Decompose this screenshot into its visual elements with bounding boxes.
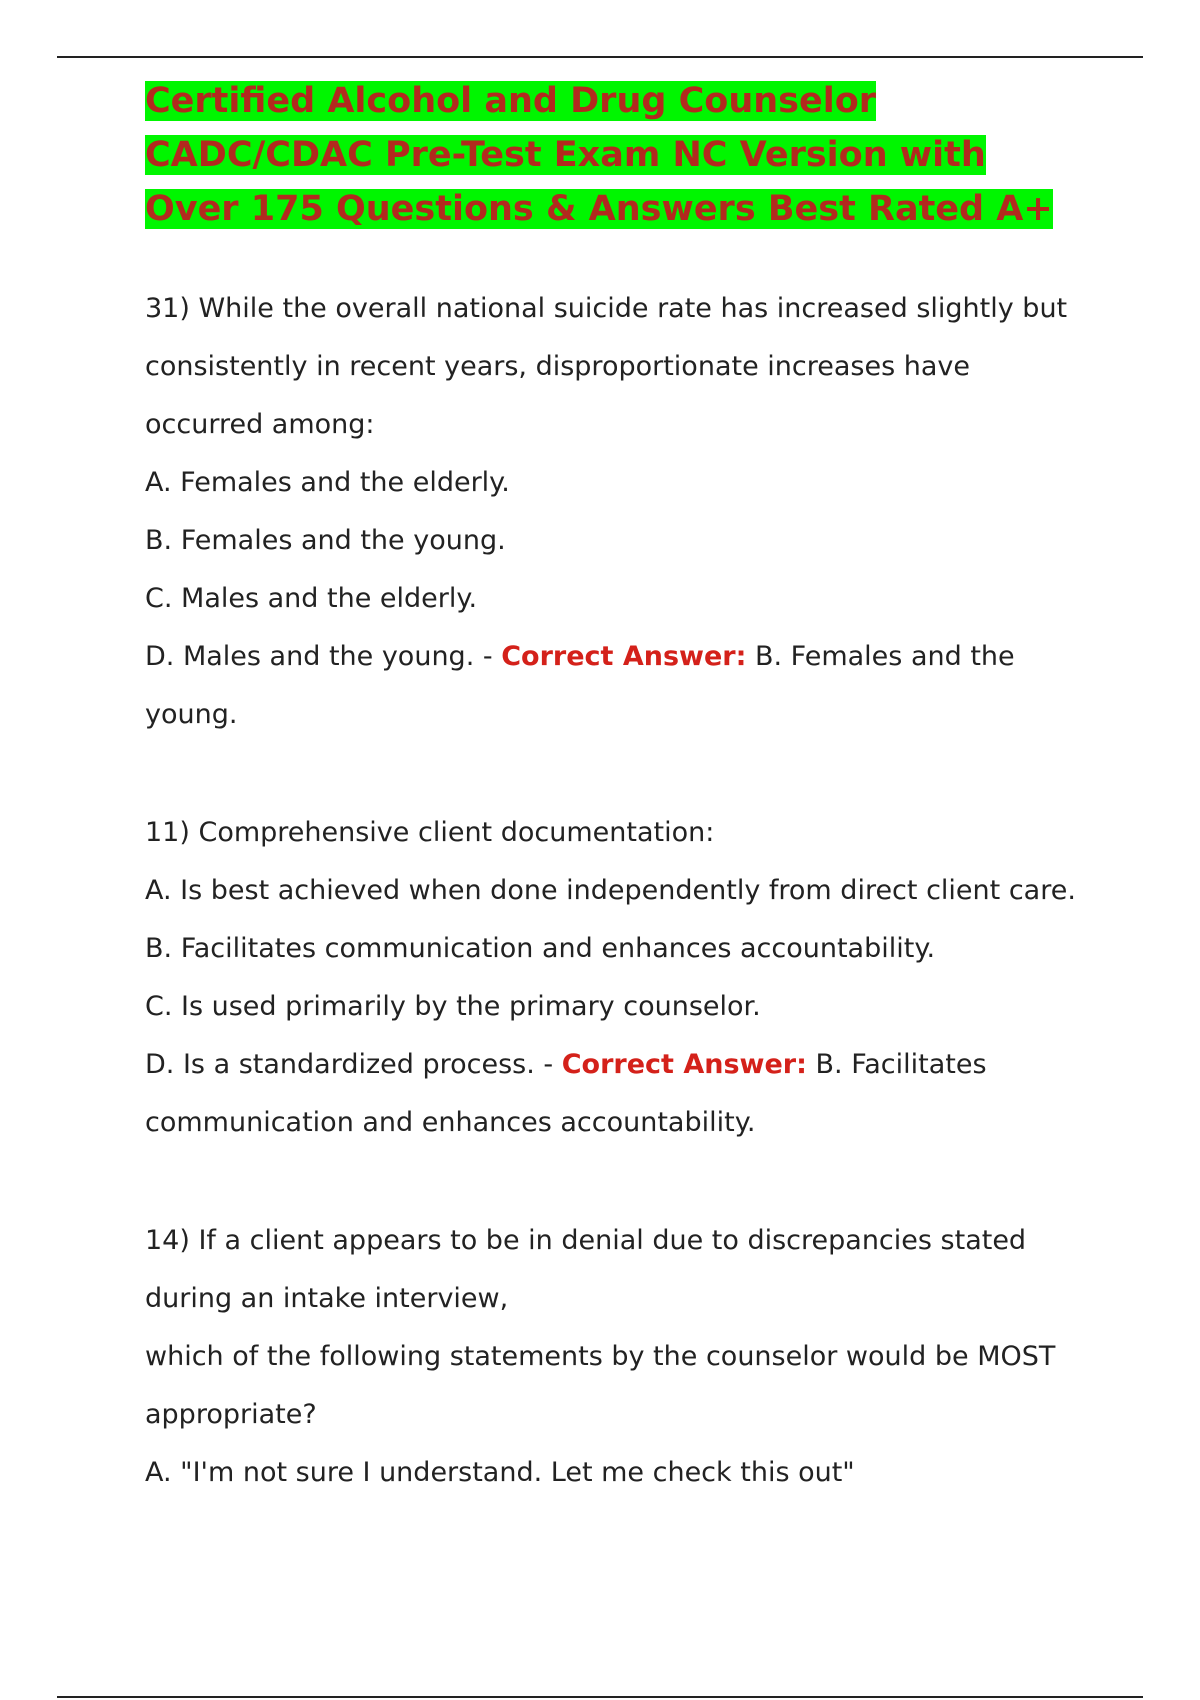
question-stem-continued: which of the following statements by the counselor would be MOST appropriate? bbox=[145, 1341, 1056, 1430]
option-c: C. Is used primarily by the primary counselor. bbox=[145, 991, 761, 1022]
correct-answer-text: B. Facilitates communication and enhances accountability. bbox=[145, 1049, 987, 1138]
option-b: B. Females and the young. bbox=[145, 525, 506, 556]
question-stem: 31) While the overall national suicide rate has increased slightly but consistently in recent years, disproportionate increases have occurred among: bbox=[145, 293, 1068, 440]
question-11 bbox=[145, 804, 1085, 1152]
correct-answer-text: B. Females and the young. bbox=[145, 641, 1015, 730]
correct-answer-label: Correct Answer: bbox=[501, 641, 747, 672]
document-title bbox=[145, 74, 1085, 236]
correct-answer-label: Correct Answer: bbox=[561, 1049, 807, 1080]
option-b: B. Facilitates communication and enhances accountability. bbox=[145, 933, 936, 964]
question-stem: 11) Comprehensive client documentation: bbox=[145, 817, 715, 848]
question-list bbox=[145, 280, 1085, 1502]
option-a: A. Is best achieved when done independently from direct client care. bbox=[145, 875, 1076, 906]
option-d-with-answer bbox=[145, 628, 1085, 744]
document-page bbox=[145, 74, 1085, 1562]
option-a: A. "I'm not sure I understand. Let me check this out" bbox=[145, 1457, 855, 1488]
option-d: D. Is a standardized process. - bbox=[145, 1049, 554, 1080]
question-stem: 14) If a client appears to be in denial due to discrepancies stated during an intake interview, bbox=[145, 1225, 1027, 1314]
option-c: C. Males and the elderly. bbox=[145, 583, 478, 614]
question-31 bbox=[145, 280, 1085, 744]
question-14 bbox=[145, 1212, 1085, 1502]
option-d-with-answer bbox=[145, 1036, 1085, 1152]
bottom-rule bbox=[57, 1696, 1143, 1698]
document-title-text: Certified Alcohol and Drug Counselor CADC/CDAC Pre-Test Exam NC Version with Over 175 Questions & Answers Best Rated A+ bbox=[145, 81, 1053, 229]
option-a: A. Females and the elderly. bbox=[145, 467, 510, 498]
top-rule bbox=[57, 56, 1143, 58]
option-d: D. Males and the young. - bbox=[145, 641, 493, 672]
